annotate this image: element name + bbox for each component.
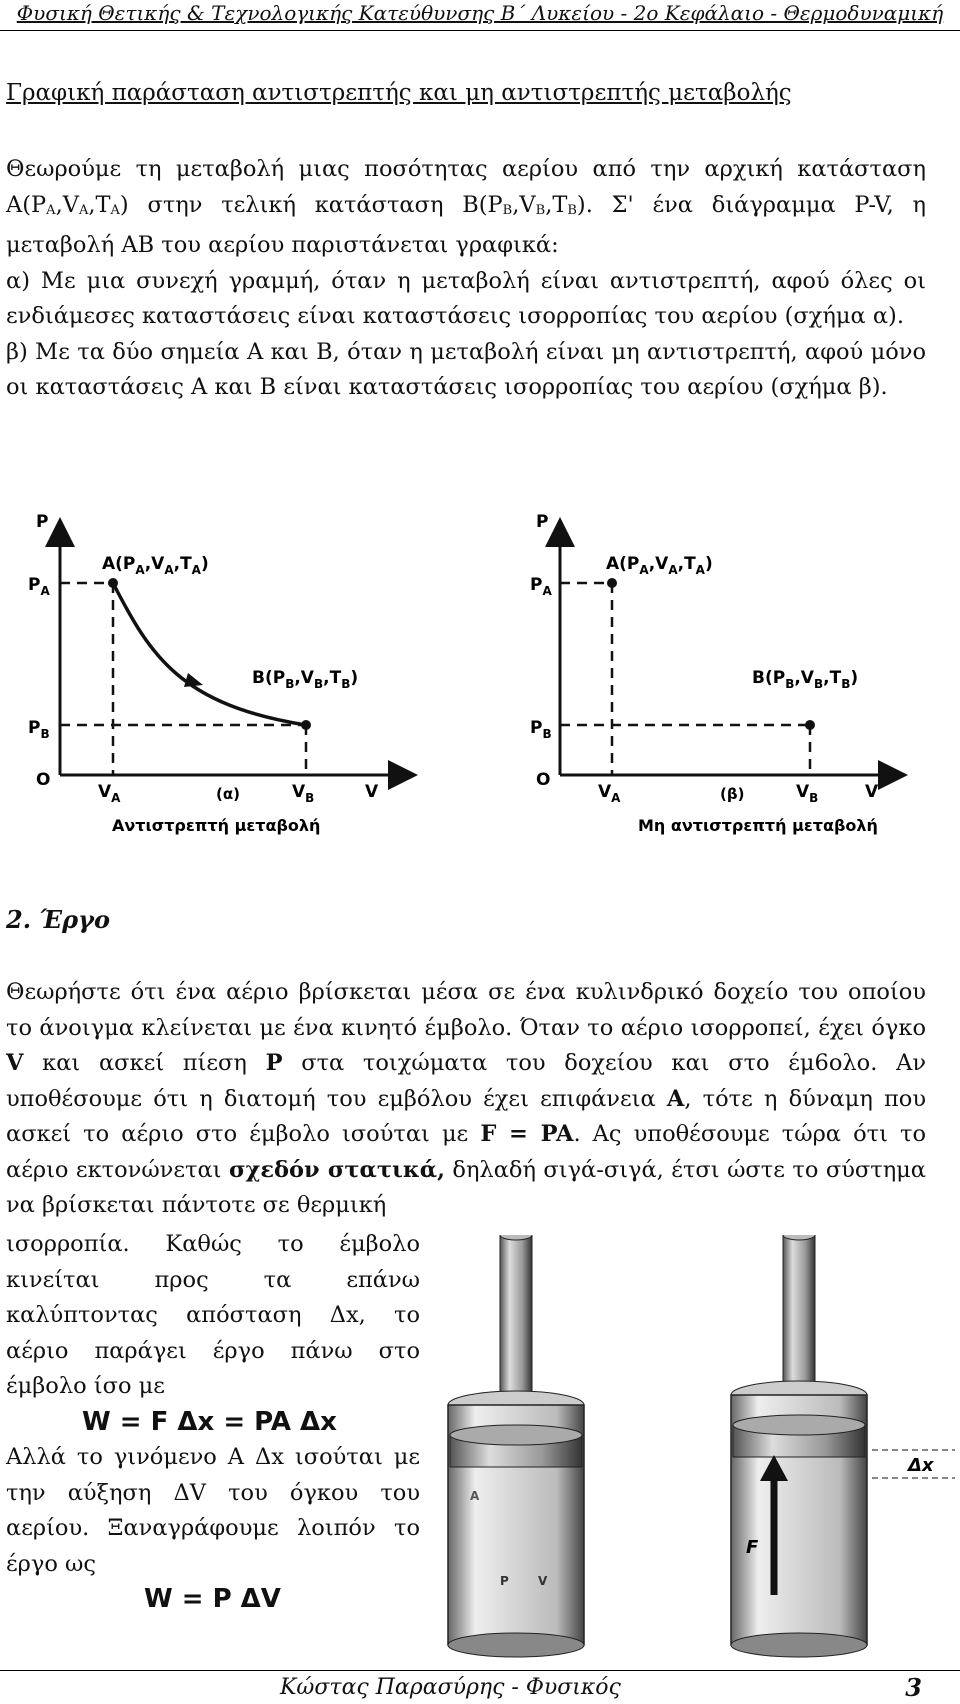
origin-label: O [36, 770, 51, 790]
svg-text:VA: $V_A$ [98, 782, 121, 805]
page-number: 3 [905, 1673, 922, 1702]
svg-text:P: P [500, 1574, 509, 1588]
footer-author: Κώστας Παρασύρης - Φυσικός [280, 1675, 621, 1700]
pv-diagram-irreversible [530, 505, 950, 845]
fig-label-a: (α) [216, 785, 241, 803]
svg-text:PB: $P_B$ [530, 718, 552, 741]
svg-text:PA: $P_A$ [530, 575, 552, 598]
work-formula-1: W = F Δx = PA Δx [82, 1406, 337, 1437]
work-formula-2: W = P ΔV [144, 1584, 281, 1614]
pv-diagram-reversible [20, 505, 440, 845]
graph-title: Γραφική παράσταση αντιστρεπτής και μη αντιστρεπτής μεταβολής [6, 80, 792, 106]
item-b-text: β) Με τα δύο σημεία Α και Β, όταν η μεταβολή είναι μη αντιστρεπτή, αφού μόνο οι καταστάσεις Α και Β είναι καταστάσεις ισορροπίας του αερίου (σχήμα β). [6, 338, 926, 400]
force-label: F [746, 1537, 759, 1558]
svg-text:B(PB,VB,TB): $B(P_B,V_B,T_B)$ [252, 668, 359, 691]
work-narrow-text: ισορροπία. Καθώς το έμβολο κινείται προς τα επάνω καλύπτοντας απόσταση Δx, το αέριο παράγει έργο πάνω στο έμβολο ίσο με W = F Δx = PA Δx Αλλά το γινόμενο Α Δx ισούται με την αύξηση ΔV του όγκου του αερίου. Ξαναγράφουμε λοιπόν το έργο ως W = P ΔV [6, 1227, 420, 1618]
page-footer [0, 1670, 960, 1704]
dx-label: Δx [908, 1455, 934, 1476]
svg-text:O: O [536, 770, 551, 790]
header-text: Φυσική Θετικής & Τεχνολογικής Κατεύθυνσης Β΄ Λυκείου - 2ο Κεφάλαιο - Θερμοδυναμική [16, 1, 944, 25]
svg-text:PB: $P_B$ [28, 718, 50, 741]
svg-text:PA: $P_A$ [28, 575, 50, 598]
svg-text:V: V [865, 782, 879, 802]
svg-text:P: P [536, 512, 549, 532]
caption-a: Αντιστρεπτή μεταβολή [112, 816, 321, 835]
svg-text:A(PA,VA,TA): $A(P_A,V_A,T_A)$ [606, 554, 713, 577]
axis-p-label: P [36, 512, 49, 532]
section-title: 2. Έργο [6, 905, 110, 934]
intro-text: Θεωρούμε τη μεταβολή μιας ποσότητας αερίου από την αρχική κατάσταση $A(P_A,V_A,T_A)$ στην τελική κατάσταση $B(P_B,V_B,T_B)$. Σ' ένα διάγραμμα P-V, η μεταβολή ΑΒ του αερίου παριστάνεται γραφικά: [6, 156, 926, 258]
svg-text:A: A [470, 1489, 480, 1503]
fig-label-b: (β) [720, 785, 745, 803]
cylinder-illustration [440, 1235, 955, 1665]
svg-text:VB: $V_B$ [796, 782, 819, 805]
work-paragraph: Θεωρήστε ότι ένα αέριο βρίσκεται μέσα σε ένα κυλινδρικό δοχείο του οποίου το άνοιγμα κλείνεται με ένα κινητό έμβολο. Όταν το αέριο ισορροπεί, έχει όγκο V και ασκεί πίεση P στα τοιχώματα του δοχείου και στο έμ6ολο. Αν υποθέσουμε ότι η διατομή του εμβόλου έχει επιφάνεια A, τότε η δύναμη που ασκεί το αέριο στο έμβολο ισούται με F = PA. Ας υποθέσουμε τώρα ότι το αέριο εκτονώνεται σχεδόν στατικά, δηλαδή σιγά-σιγά, έτσι ώστε το σύστημα να βρίσκεται πάντοτε σε θερμική [6, 979, 927, 1218]
svg-text:VB: $V_B$ [292, 782, 315, 805]
svg-text:B(PB,VB,TB): $B(P_B,V_B,T_B)$ [752, 668, 859, 691]
intro-paragraph [6, 152, 926, 406]
svg-text:A(PA,VA,TA): $A(P_A,V_A,T_A)$ [102, 554, 209, 577]
caption-b: Μη αντιστρεπτή μεταβολή [638, 816, 878, 835]
svg-text:V: V [538, 1574, 548, 1588]
page-header [0, 0, 960, 31]
svg-text:VA: $V_A$ [598, 782, 621, 805]
svg-text:V: V [365, 782, 379, 802]
item-a-text: α) Με μια συνεχή γραμμή, όταν η μεταβολή είναι αντιστρεπτή, αφού όλες οι ενδιάμεσες καταστάσεις είναι καταστάσεις ισορροπίας του αερίου (σχήμα α). [6, 267, 926, 329]
